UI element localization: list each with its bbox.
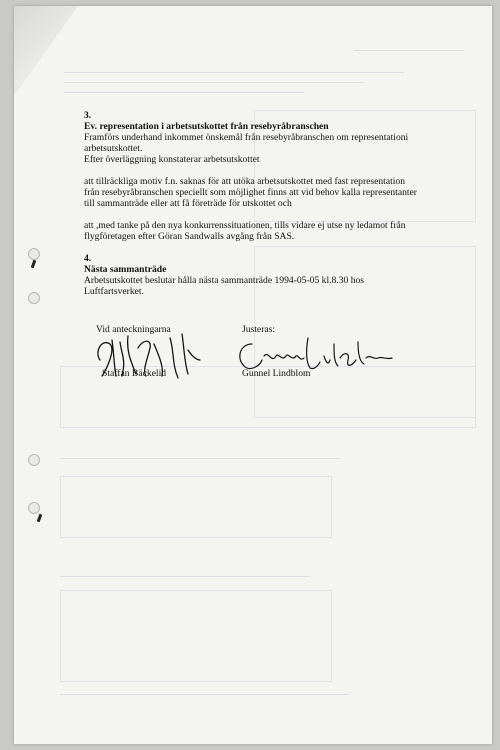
punch-hole-3: [28, 454, 40, 466]
document-body: [84, 110, 424, 297]
ink-mark-2: [37, 514, 43, 523]
section-3-paragraph-3-line-2: från resebyråbranschen speciellt som möjlighet finns att vid behov kalla representanter: [84, 187, 417, 198]
punch-hole-1: [28, 248, 40, 260]
signature-left-label: Vid anteckningarna: [96, 324, 171, 335]
signature-left-name: Staffan Bäckelid: [102, 368, 167, 379]
ink-mark-1: [31, 260, 37, 269]
section-4-paragraph-1-line-1: Arbetsutskottet beslutar hålla nästa sammanträde 1994-05-05 kl.8.30 hos: [84, 275, 365, 286]
signature-right-name: Gunnel Lindblom: [242, 368, 311, 379]
section-3-paragraph-3-line-1: att tillräckliga motiv f.n. saknas för att utöka arbetsutskottet med fast representation: [84, 176, 406, 187]
punch-hole-2: [28, 292, 40, 304]
section-3-number: 3.: [84, 110, 92, 121]
section-4-number: 4.: [84, 253, 92, 264]
signature-right-label: Justeras:: [242, 324, 276, 335]
section-3-paragraph-1-line-1: Framförs underhand inkommet önskemål från resebyråbranschen om representationi: [84, 132, 409, 143]
section-3-paragraph-4-line-1: att ,med tanke på den nya konkurrenssituationen, tills vidare ej utse ny ledamot från: [84, 220, 406, 231]
document-page: [14, 6, 492, 744]
section-3-paragraph-1-line-2: arbetsutskottet.: [84, 143, 143, 154]
section-4-heading: Nästa sammanträde: [84, 264, 167, 275]
section-3-paragraph-2: Efter överläggning konstaterar arbetsutskottet: [84, 154, 260, 165]
section-3-paragraph-4-line-2: flygföretagen efter Göran Sandwalls avgång från SAS.: [84, 231, 295, 242]
signature-block: [96, 324, 396, 384]
punch-hole-4: [28, 502, 40, 514]
section-4-paragraph-1-line-2: Luftfartsverket.: [84, 286, 144, 297]
section-3-heading: Ev. representation i arbetsutskottet från resebyråbranschen: [84, 121, 329, 132]
section-3-paragraph-3-line-3: till sammanträde eller att få företräde för utskottet och: [84, 198, 292, 209]
